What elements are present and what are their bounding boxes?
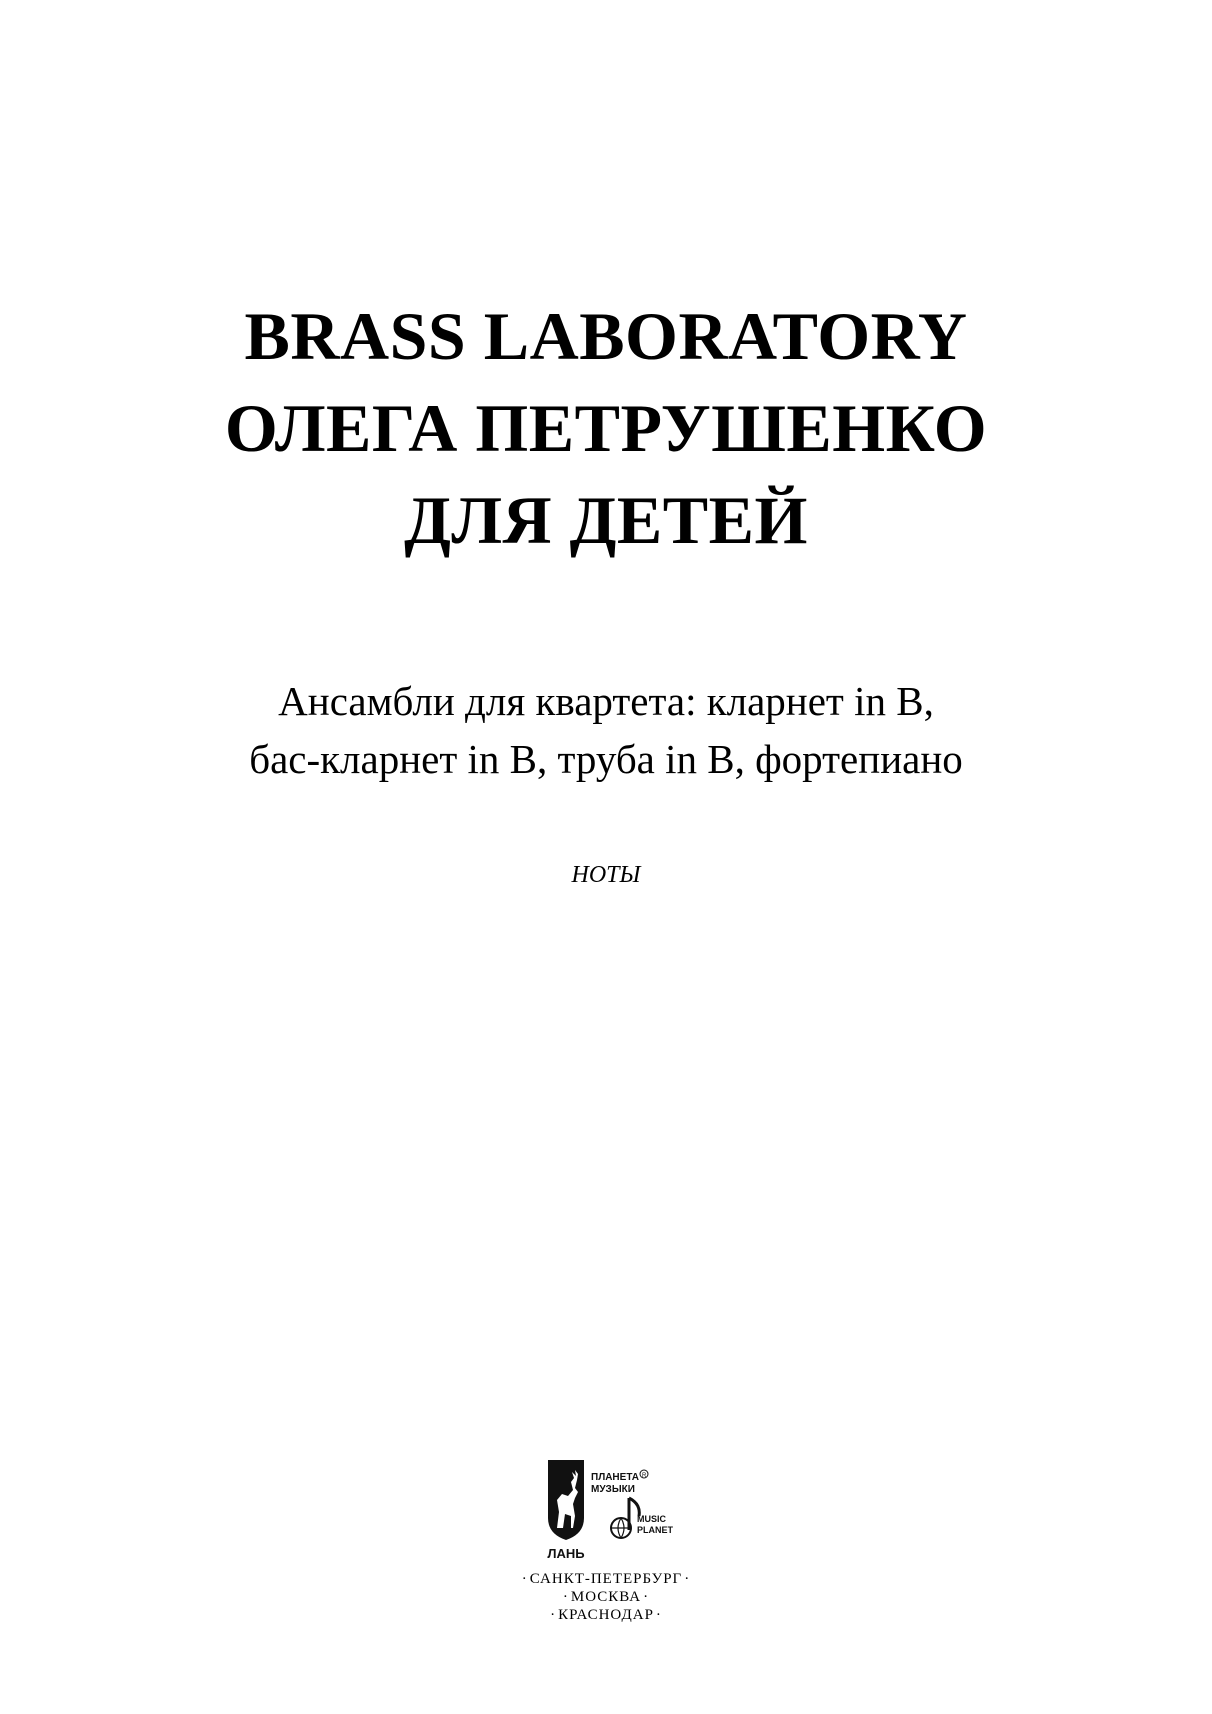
city-line-3: · КРАСНОДАР · <box>550 1607 662 1623</box>
planet-logo-text-2: МУЗЫКИ <box>591 1484 635 1495</box>
city-line-2: · МОСКВА · <box>562 1589 650 1605</box>
city-name: МОСКВА <box>570 1589 642 1605</box>
city-line-1: · САНКТ-ПЕТЕРБУРГ · <box>521 1571 691 1587</box>
title-line-1: BRASS LABORATORY <box>244 298 968 374</box>
book-title <box>0 290 1212 566</box>
city-name: САНКТ-ПЕТЕРБУРГ <box>529 1571 683 1587</box>
planet-logo-text-4: PLANET <box>637 1525 673 1535</box>
lan-deer-logo <box>545 1458 587 1562</box>
svg-text:R: R <box>642 1473 647 1479</box>
city-name: КРАСНОДАР <box>558 1607 654 1623</box>
book-subtitle <box>0 672 1212 788</box>
planet-logo-text-3: MUSIC <box>637 1514 666 1524</box>
subtitle-line-1: Ансамбли для квартета: кларнет in B, <box>278 678 934 724</box>
subtitle-line-2: бас-кларнет in B, труба in B, фортепиано <box>249 736 963 782</box>
title-line-2: ОЛЕГА ПЕТРУШЕНКО <box>224 390 988 466</box>
planet-logo-text-1: ПЛАНЕТА <box>591 1472 640 1483</box>
publisher-logos <box>545 1458 675 1566</box>
publisher-cities <box>0 1570 1212 1624</box>
title-line-3: ДЛЯ ДЕТЕЙ <box>404 482 808 558</box>
document-type: НОТЫ <box>571 862 641 888</box>
lan-logo-text: ЛАНЬ <box>547 1546 585 1561</box>
music-planet-logo <box>589 1468 675 1548</box>
